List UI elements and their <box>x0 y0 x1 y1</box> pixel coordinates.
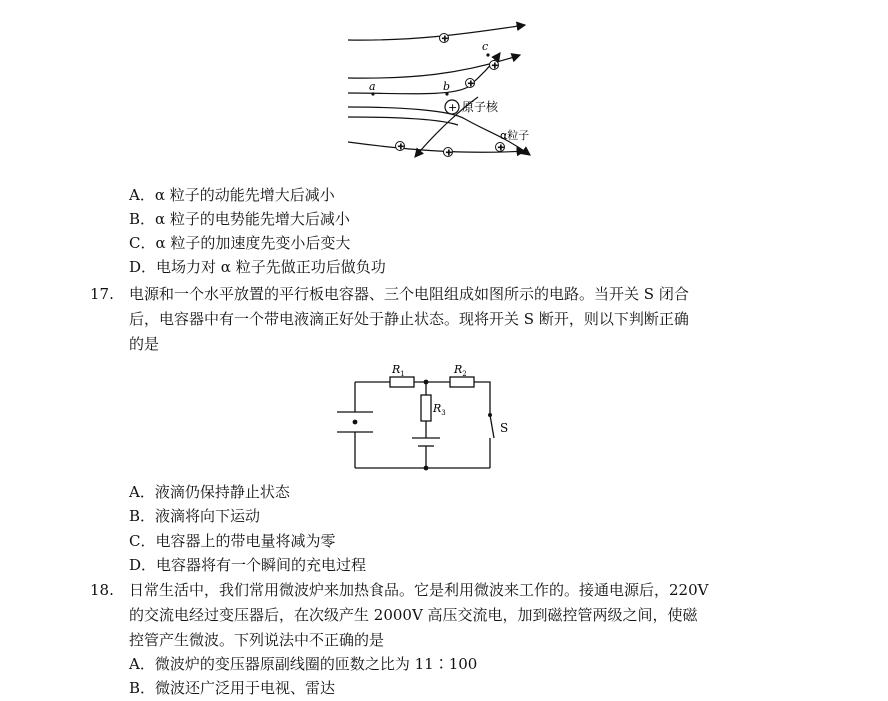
nucleus-label: 原子核 <box>462 100 499 114</box>
q17-stem-line-1: 电源和一个水平放置的平行板电容器、三个电阻组成如图所示的电路。当开关 S 闭合 <box>129 285 689 303</box>
point-c-label: c <box>482 40 489 53</box>
resistor-r3 <box>421 395 431 421</box>
svg-text:+: + <box>448 101 458 114</box>
point-a-label: a <box>369 80 376 93</box>
nucleus <box>445 99 499 114</box>
r2-label: $R_2$ <box>454 363 467 378</box>
alpha-label: α粒子 <box>500 129 530 142</box>
q16-option-d: D．电场力对 α 粒子先做正功后做负功 <box>129 258 386 276</box>
circuit-figure <box>330 360 520 475</box>
svg-text:+: + <box>397 142 405 151</box>
q17-option-a: A．液滴仍保持静止状态 <box>129 483 290 501</box>
q18-stem-line-3: 控管产生微波。下列说法中不正确的是 <box>129 631 385 649</box>
switch-label: S <box>500 421 509 435</box>
switch-s <box>490 415 494 438</box>
svg-text:+: + <box>467 79 475 88</box>
trajectory-1 <box>348 25 525 40</box>
q16-option-b: B．α 粒子的电势能先增大后减小 <box>129 210 350 228</box>
q18-option-b: B．微波还广泛用于电视、雷达 <box>129 679 336 697</box>
svg-text:+: + <box>445 148 453 157</box>
svg-text:+: + <box>497 143 505 152</box>
q16-option-a: A．α 粒子的动能先增大后减小 <box>129 186 335 204</box>
q17-number: 17. <box>90 285 114 303</box>
r1-label: $R_1$ <box>392 363 405 378</box>
q18-number: 18. <box>90 581 114 599</box>
q17-option-b: B．液滴将向下运动 <box>129 507 261 525</box>
q18-stem-line-1: 日常生活中，我们常用微波炉来加热食品。它是利用微波来工作的。接通电源后，220V <box>129 581 709 599</box>
q17-option-c: C．电容器上的带电量将减为零 <box>129 532 336 550</box>
svg-text:+: + <box>491 61 499 70</box>
trajectory-5 <box>348 117 458 125</box>
resistor-r1 <box>390 377 414 387</box>
q17-option-d: D．电容器将有一个瞬间的充电过程 <box>129 556 367 574</box>
q18-stem-line-2: 的交流电经过变压器后，在次级产生 2000V 高压交流电，加到磁控管两级之间，使磁 <box>129 606 698 624</box>
charged-droplet <box>353 420 358 425</box>
svg-text:+: + <box>441 34 449 43</box>
point-b-label: b <box>443 80 451 93</box>
r3-label: $R_3$ <box>433 402 446 417</box>
resistor-r2 <box>450 377 474 387</box>
q18-option-a: A．微波炉的变压器原副线圈的匝数之比为 11∶100 <box>129 655 478 673</box>
alpha-scattering-figure <box>340 15 540 165</box>
q16-option-c: C．α 粒子的加速度先变小后变大 <box>129 234 351 252</box>
q17-stem-line-2: 后，电容器中有一个带电液滴正好处于静止状态。现将开关 S 断开，则以下判断正确 <box>129 310 689 328</box>
q17-stem-line-3: 的是 <box>129 335 160 353</box>
